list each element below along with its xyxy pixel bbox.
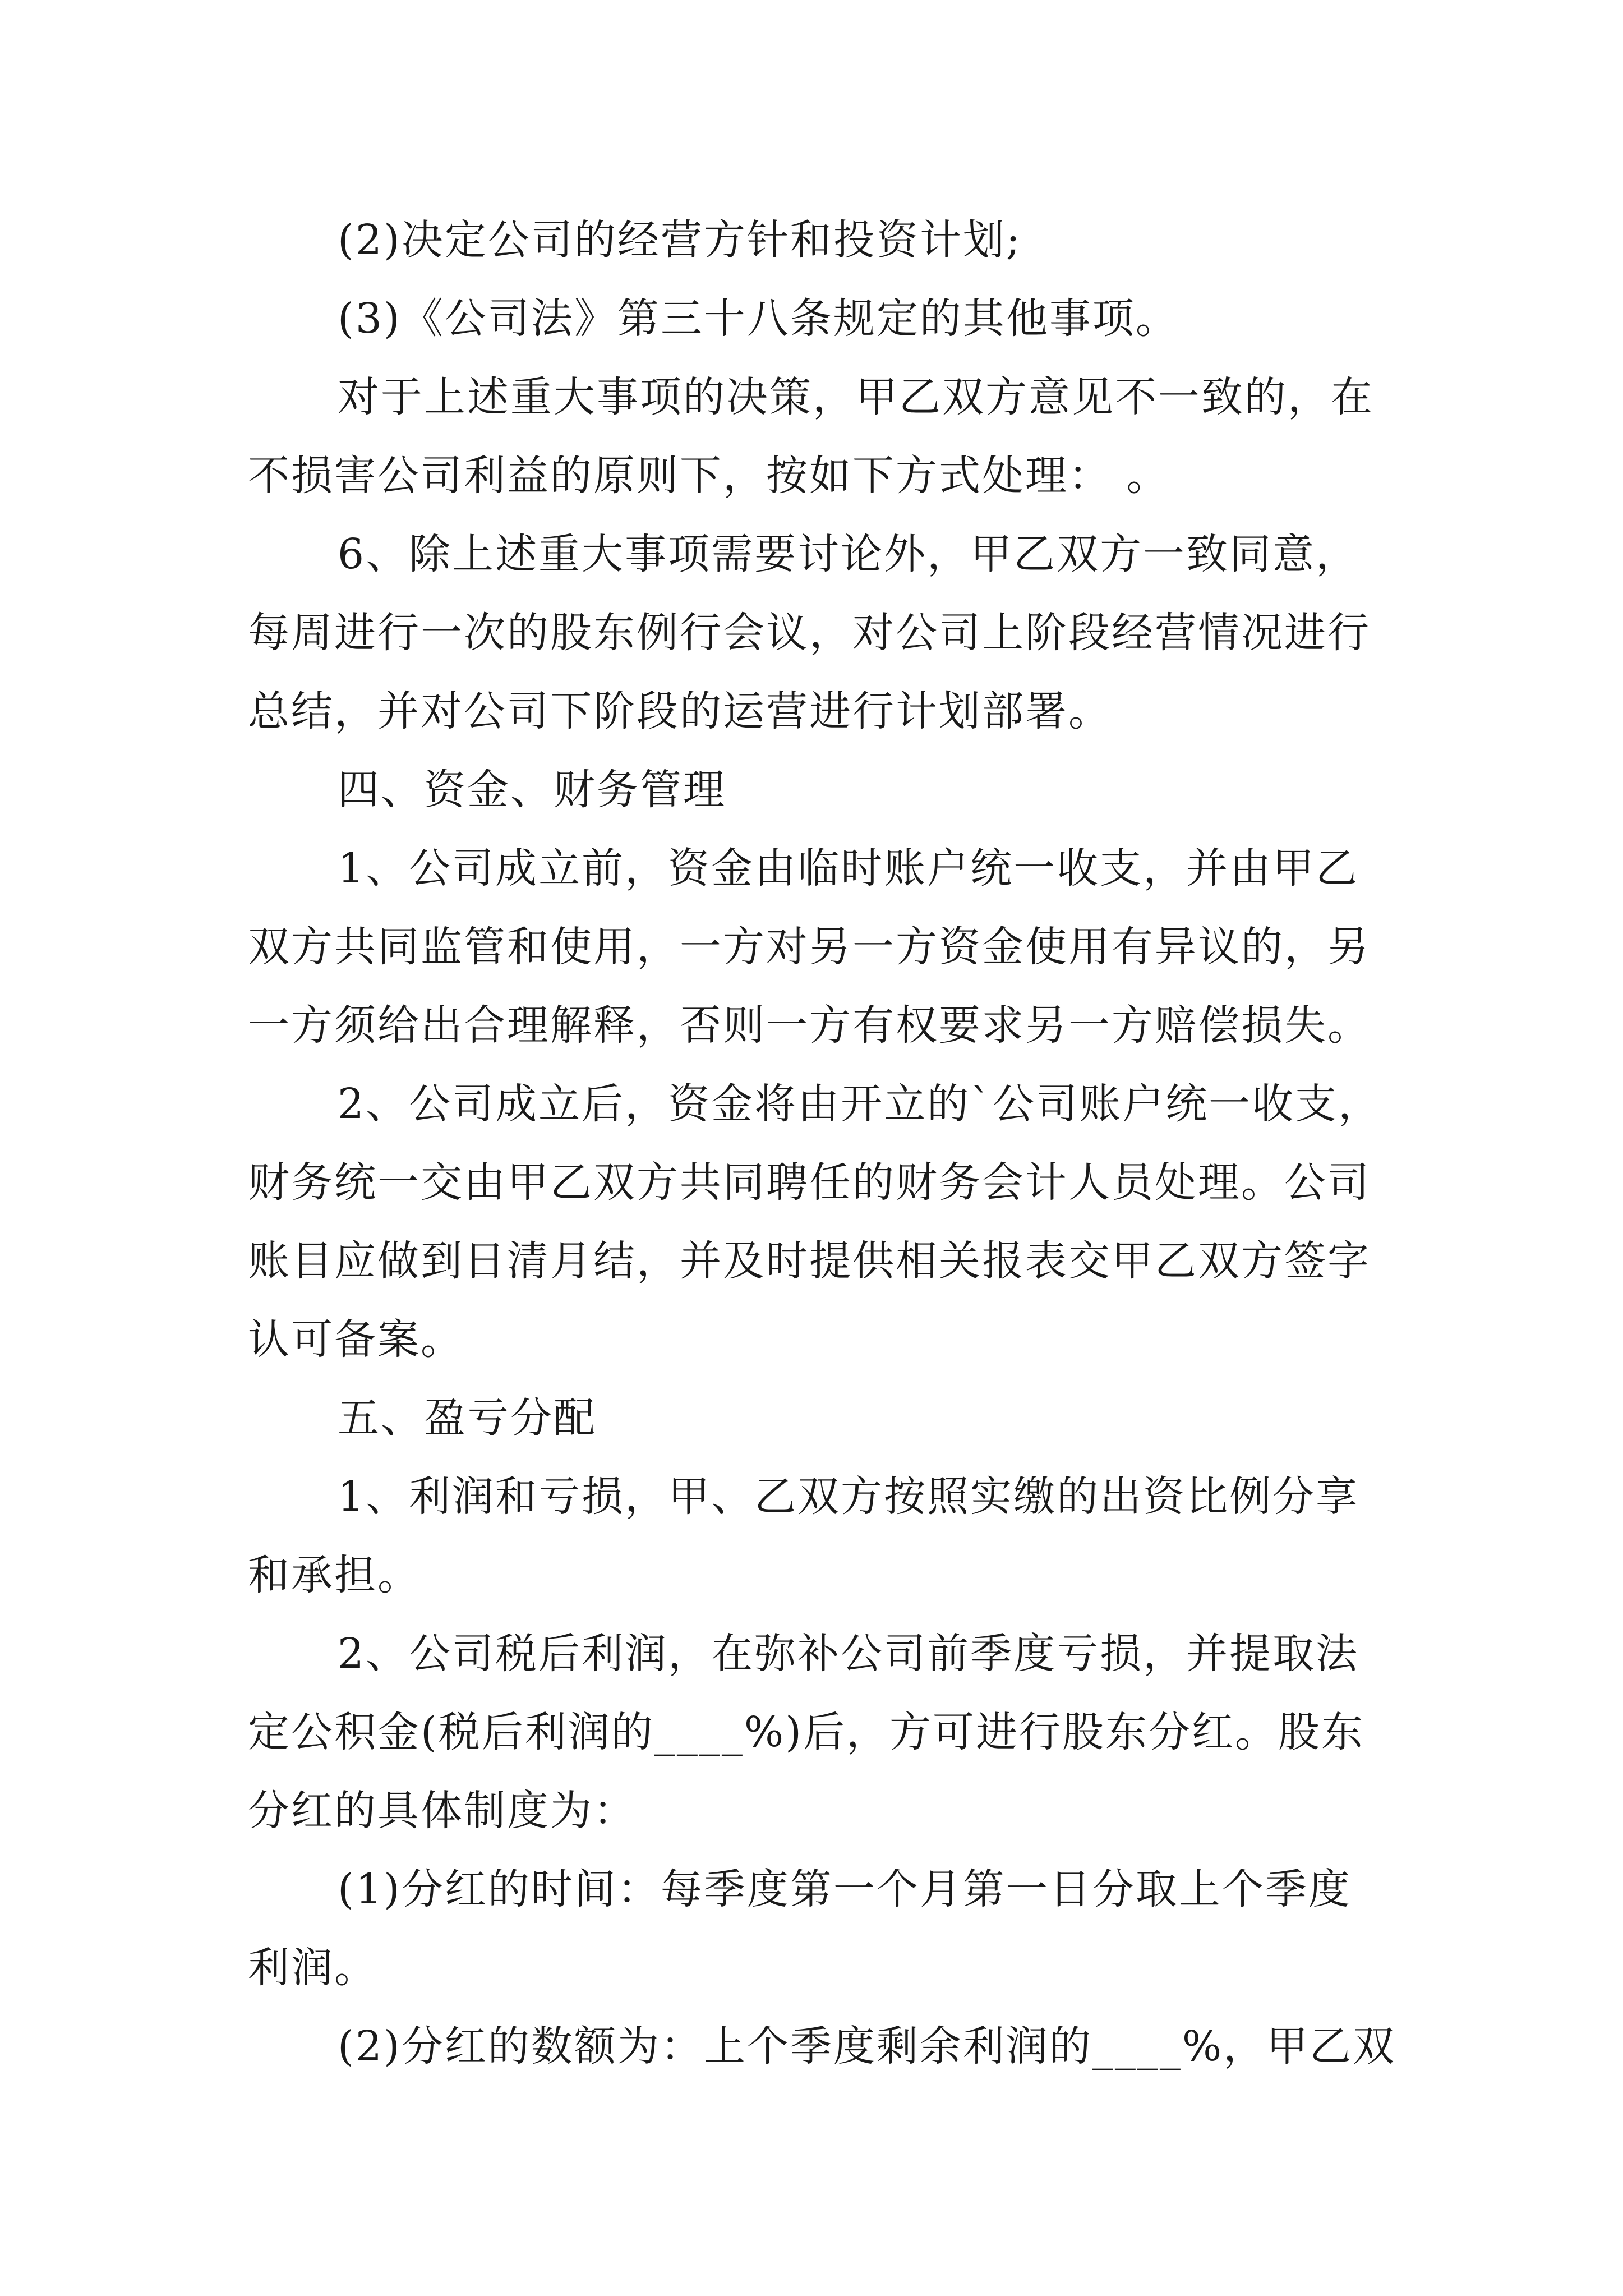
text-line: 认可备案。 xyxy=(248,1315,464,1364)
text-line: 1、公司成立前，资金由临时账户统一收支，并由甲乙 xyxy=(338,844,1359,892)
text-line: (2)分红的数额为：上个季度剩余利润的____%，甲乙双 xyxy=(338,2022,1396,2070)
text-line: 6、除上述重大事项需要讨论外，甲乙双方一致同意， xyxy=(338,530,1359,578)
section-heading: 五、盈亏分配 xyxy=(338,1394,597,1442)
text-line: 账目应做到日清月结，并及时提供相关报表交甲乙双方签字 xyxy=(248,1237,1371,1285)
text-line: 对于上述重大事项的决策，甲乙双方意见不一致的，在 xyxy=(338,373,1374,421)
text-line: 和承担。 xyxy=(248,1551,421,1599)
text-line: (3)《公司法》第三十八条规定的其他事项。 xyxy=(338,295,1179,343)
text-line: 2、公司成立后，资金将由开立的`公司账户统一收支， xyxy=(338,1080,1382,1128)
text-line: (2)决定公司的经营方针和投资计划; xyxy=(338,216,1022,264)
text-line: 2、公司税后利润，在弥补公司前季度亏损，并提取法 xyxy=(338,1630,1359,1678)
text-line: 总结，并对公司下阶段的运营进行计划部署。 xyxy=(248,687,1112,735)
text-line: 每周进行一次的股东例行会议，对公司上阶段经营情况进行 xyxy=(248,609,1371,657)
text-line: 1、利润和亏损，甲、乙双方按照实缴的出资比例分享 xyxy=(338,1473,1359,1521)
text-line: 财务统一交由甲乙双方共同聘任的财务会计人员处理。公司 xyxy=(248,1158,1371,1207)
text-line: 分红的具体制度为： xyxy=(248,1787,637,1835)
text-line: 双方共同监管和使用，一方对另一方资金使用有异议的，另 xyxy=(248,923,1371,971)
text-line: 定公积金(税后利润的____%)后，方可进行股东分红。股东 xyxy=(248,1708,1365,1756)
text-line: 一方须给出合理解释，否则一方有权要求另一方赔偿损失。 xyxy=(248,1001,1371,1050)
text-line: 利润。 xyxy=(248,1944,377,1992)
section-heading: 四、资金、财务管理 xyxy=(338,766,726,814)
text-line: (1)分红的时间：每季度第一个月第一日分取上个季度 xyxy=(338,1865,1352,1913)
text-line: 不损害公司利益的原则下，按如下方式处理： 。 xyxy=(248,452,1170,500)
